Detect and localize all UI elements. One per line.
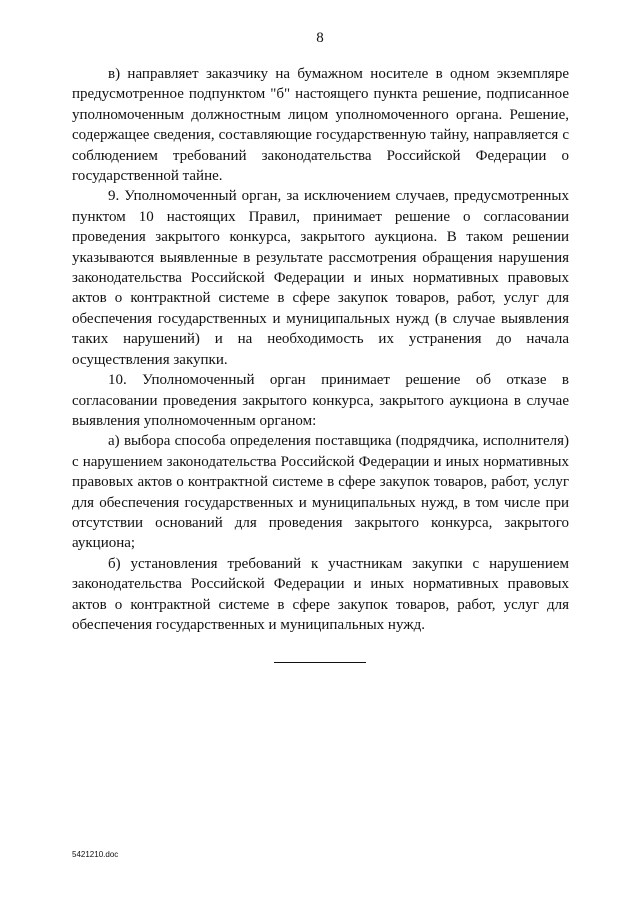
end-separator-line bbox=[274, 662, 366, 663]
page-number: 8 bbox=[316, 30, 324, 46]
document-file-code: 5421210.doc bbox=[72, 850, 119, 859]
paragraph-10-b: б) установления требований к участникам закупки с нарушением законодательства Российской Федерации и иных нормативных правовых актов о контрактной системе в сфере закупок товаров, работ, услуг для обеспечения государственных и муниципальных нужд. bbox=[72, 555, 569, 633]
document-body bbox=[72, 64, 569, 635]
paragraph-clause-v: в) направляет заказчику на бумажном носителе в одном экземпляре предусмотренное подпунктом "б" настоящего пункта решение, подписанное уполномоченным должностным лицом уполномоченного органа. Решение, содержащее сведения, составляющие государственную тайну, направляется с соблюдением требований законодательства Российской Федерации о государственной тайне. bbox=[72, 66, 569, 185]
paragraph-9: 9. Уполномоченный орган, за исключением случаев, предусмотренных пунктом 10 настоящих Правил, принимает решение о согласовании проведения закрытого конкурса, закрытого аукциона. В таком решении указываются выявленные в результате рассмотрения обращения нарушения законодательства Российской Федерации и иных нормативных правовых актов о контрактной системе в сфере закупок товаров, работ, услуг для обеспечения государственных и муниципальных нужд (в случае выявления таких нарушений) и на необходимость их устранения до начала осуществления закупки. bbox=[72, 188, 569, 368]
paragraph-10: 10. Уполномоченный орган принимает решение об отказе в согласовании проведения закрытого конкурса, закрытого аукциона в случае выявления уполномоченным органом: bbox=[72, 372, 569, 429]
paragraph-10-a: а) выбора способа определения поставщика (подрядчика, исполнителя) с нарушением законодательства Российской Федерации и иных нормативных правовых актов о контрактной системе в сфере закупок товаров, работ, услуг для обеспечения государственных и муниципальных нужд, в том числе при отсутствии оснований для проведения закрытого конкурса, закрытого аукциона; bbox=[72, 433, 569, 552]
